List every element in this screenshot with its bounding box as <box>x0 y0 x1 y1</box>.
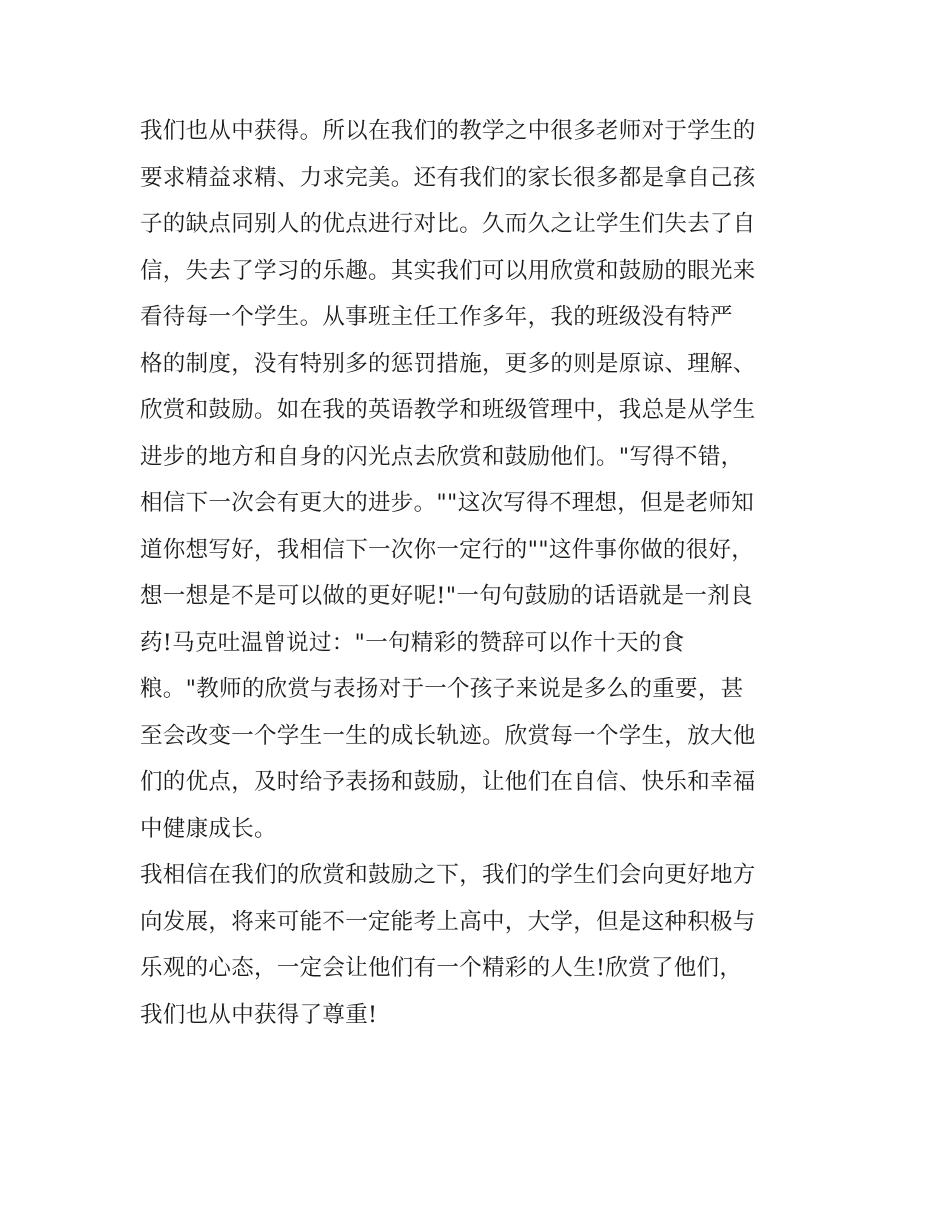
text-line: 道你想写好，我相信下一次你一定行的""这件事你做的很好， <box>140 536 755 563</box>
text-line: 欣赏和鼓励。如在我的英语教学和班级管理中，我总是从学生 <box>140 397 756 423</box>
text-line: 看待每一个学生。从事班主任工作多年，我的班级没有特严 <box>140 304 733 330</box>
paragraph-1 <box>140 108 830 852</box>
text-line: 至会改变一个学生一生的成长轨迹。欣赏每一个学生，放大他 <box>140 722 756 749</box>
text-line: 们的优点，及时给予表扬和鼓励，让他们在自信、快乐和幸福 <box>140 769 756 795</box>
text-line: 粮。"教师的欣赏与表扬对于一个孩子来说是多么的重要，甚 <box>140 676 744 702</box>
text-line: 乐观的心态，一定会让他们有一个精彩的人生!欣赏了他们， <box>140 955 743 981</box>
text-line: 中健康成长。 <box>140 815 277 842</box>
text-line: 药!马克吐温曾说过："一句精彩的赞辞可以作十天的食 <box>140 629 685 656</box>
text-line: 信，失去了学习的乐趣。其实我们可以用欣赏和鼓励的眼光来 <box>140 257 756 284</box>
text-line: 想一想是不是可以做的更好呢!"一句句鼓励的话语就是一剂良 <box>140 583 753 609</box>
body-text <box>140 108 830 1038</box>
text-line: 向发展，将来可能不一定能考上高中，大学，但是这种积极与 <box>140 908 756 935</box>
text-line: 我们也从中获得。所以在我们的教学之中很多老师对于学生的 <box>140 118 756 144</box>
text-line: 格的制度，没有特别多的惩罚措施，更多的则是原谅、理解、 <box>140 350 756 377</box>
text-line: 要求精益求精、力求完美。还有我们的家长很多都是拿自己孩 <box>140 164 756 191</box>
text-line: 我们也从中获得了尊重! <box>140 1001 378 1028</box>
text-line: 我相信在我们的欣赏和鼓励之下，我们的学生们会向更好地方 <box>140 862 756 888</box>
text-line: 进步的地方和自身的闪光点去欣赏和鼓励他们。"写得不错， <box>140 443 744 470</box>
text-line: 子的缺点同别人的优点进行对比。久而久之让学生们失去了自 <box>140 211 756 237</box>
paragraph-2 <box>140 852 830 1038</box>
text-line: 相信下一次会有更大的进步。""这次写得不理想，但是老师知 <box>140 490 755 516</box>
